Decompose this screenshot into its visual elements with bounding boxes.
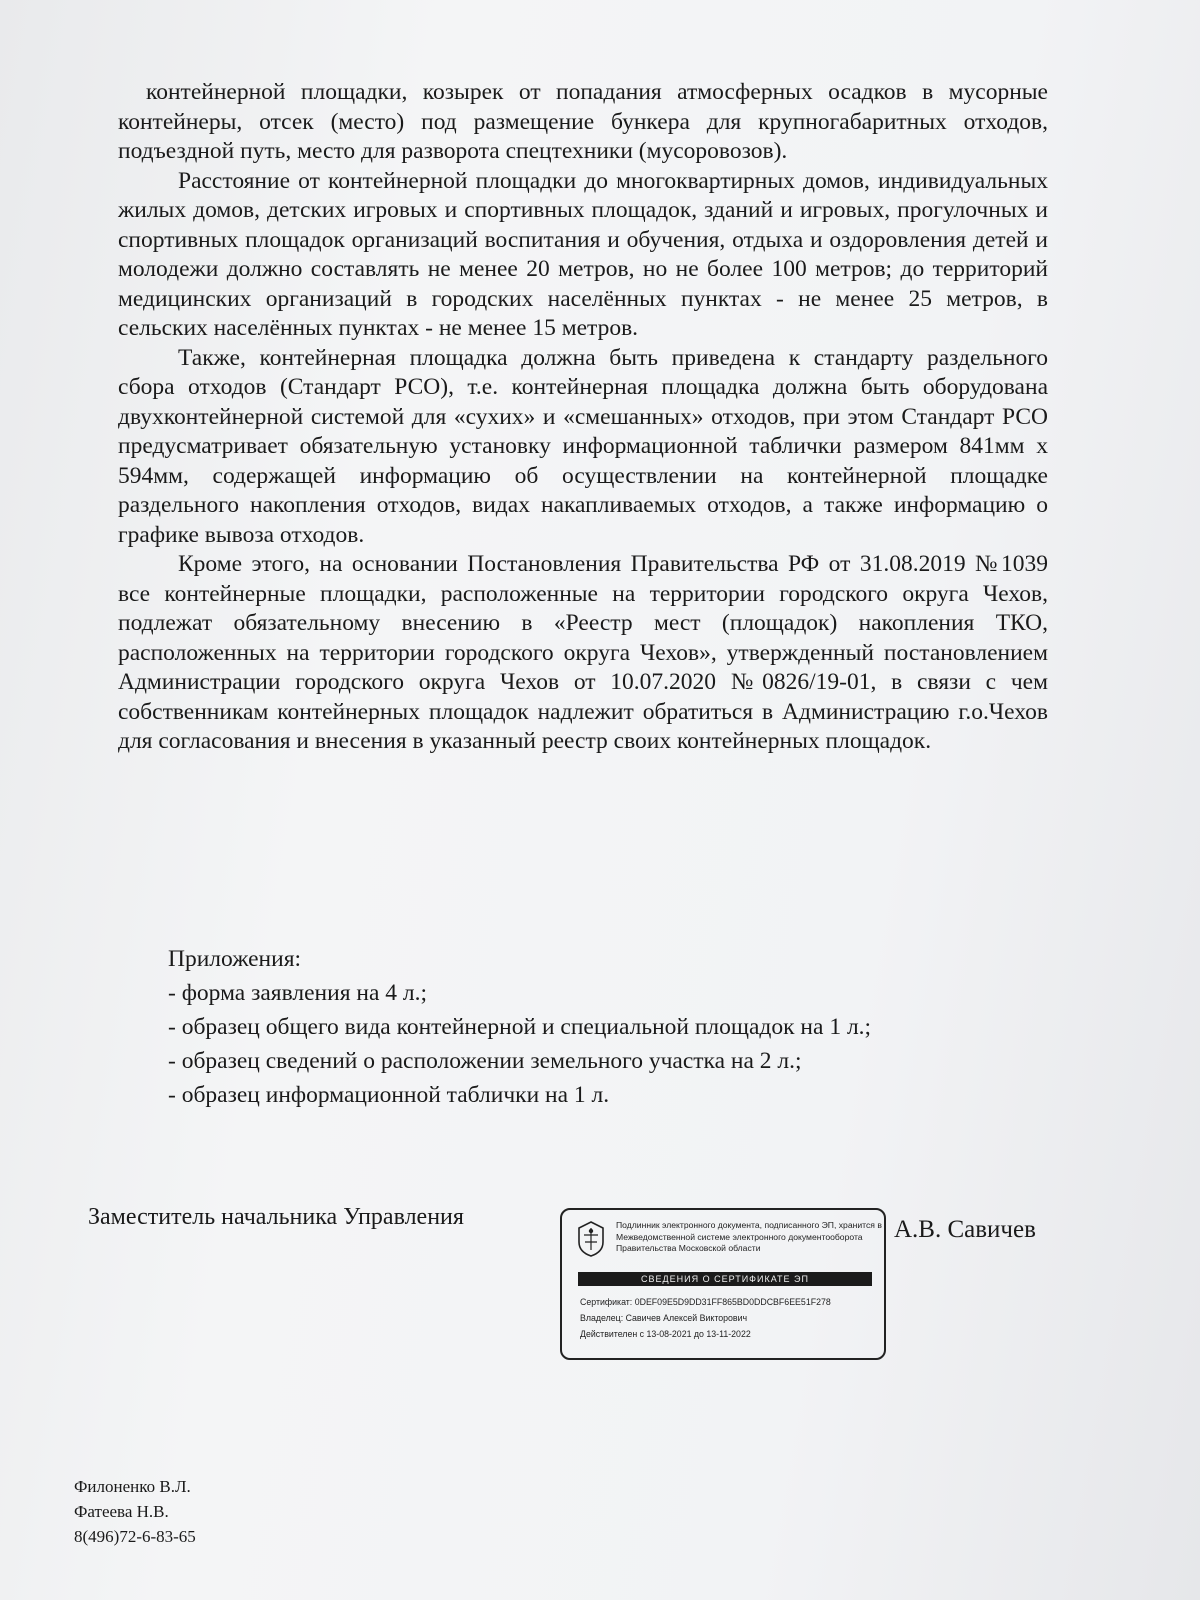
appendix-list: [168, 942, 871, 1112]
paragraph-4: Кроме этого, на основании Постановления Правительства РФ от 31.08.2019 №1039 все контейнерные площадки, расположенные на территории городского округа Чехов, подлежат обязательному внесению в «Реестр мест (площадок) накопления ТКО, расположенных на территории городского округа Чехов», утвержденный постановлением Администрации городского округа Чехов от 10.07.2020 №0826/19-01, в связи с чем собственникам контейнерных площадок надлежит обратиться в Администрацию г.о.Чехов для согласования и внесения в указанный реестр своих контейнерных площадок.: [118, 551, 1048, 754]
appendix-item: - форма заявления на 4 л.;: [168, 980, 428, 1006]
stamp-notice: Подлинник электронного документа, подписанного ЭП, хранится в Межведомственной системе электронного документооборота Правительства Московской области: [616, 1220, 882, 1253]
paragraph-1: контейнерной площадки, козырек от попадания атмосферных осадков в мусорные контейнеры, отсек (место) под размещение бункера для крупногабаритных отходов, подъездной путь, место для разворота спецтехники (мусоровозов).: [118, 79, 1048, 164]
stamp-certificate: Сертификат: 0DEF09E5D9DD31FF865BD0DDCBF6EE51F278: [580, 1297, 831, 1307]
executor-block: [74, 1474, 196, 1549]
executor-name: Фатеева Н.В.: [74, 1502, 169, 1521]
stamp-details: [580, 1294, 882, 1342]
appendix-title: Приложения:: [168, 946, 302, 972]
stamp-header: СВЕДЕНИЯ О СЕРТИФИКАТЕ ЭП: [578, 1272, 872, 1286]
paragraph-3: Также, контейнерная площадка должна быть приведена к стандарту раздельного сбора отходов (Стандарт РСО), т.е. контейнерная площадка должна быть оборудована двухконтейнерной системой для «сухих» и «смешанных» отходов, при этом Стандарт РСО предусматривает обязательную установку информационной таблички размером 841мм х 594мм, содержащей информацию об осуществлении на контейнерной площадке раздельного накопления отходов, видах накапливаемых отходов, а также информацию о графике вывоза отходов.: [118, 344, 1048, 548]
executor-name: Филоненко В.Л.: [74, 1477, 191, 1496]
appendix-item: - образец сведений о расположении земельного участка на 2 л.;: [168, 1048, 802, 1074]
e-signature-stamp: [560, 1208, 886, 1360]
letter-body: [118, 78, 1048, 757]
appendix-item: - образец общего вида контейнерной и специальной площадок на 1 л.;: [168, 1014, 872, 1040]
stamp-validity: Действителен с 13-08-2021 до 13-11-2022: [580, 1329, 751, 1339]
appendix-item: - образец информационной таблички на 1 л.: [168, 1082, 610, 1108]
signer-position: Заместитель начальника Управления: [88, 1204, 464, 1230]
signer-name: А.В. Савичев: [894, 1216, 1036, 1243]
stamp-owner: Владелец: Савичев Алексей Викторович: [580, 1313, 748, 1323]
coat-of-arms-icon: [576, 1220, 606, 1258]
paragraph-2: Расстояние от контейнерной площадки до многоквартирных домов, индивидуальных жилых домов, детских игровых и спортивных площадок, зданий и игровых, прогулочных и спортивных площадок организаций воспитания и обучения, отдыха и оздоровления детей и молодежи должно составлять не менее 20 метров, но не более 100 метров; до территорий медицинских организаций в городских населённых пунктах - не менее 25 метров, в сельских населённых пунктах - не менее 15 метров.: [118, 167, 1048, 341]
executor-phone: 8(496)72-6-83-65: [74, 1527, 196, 1546]
